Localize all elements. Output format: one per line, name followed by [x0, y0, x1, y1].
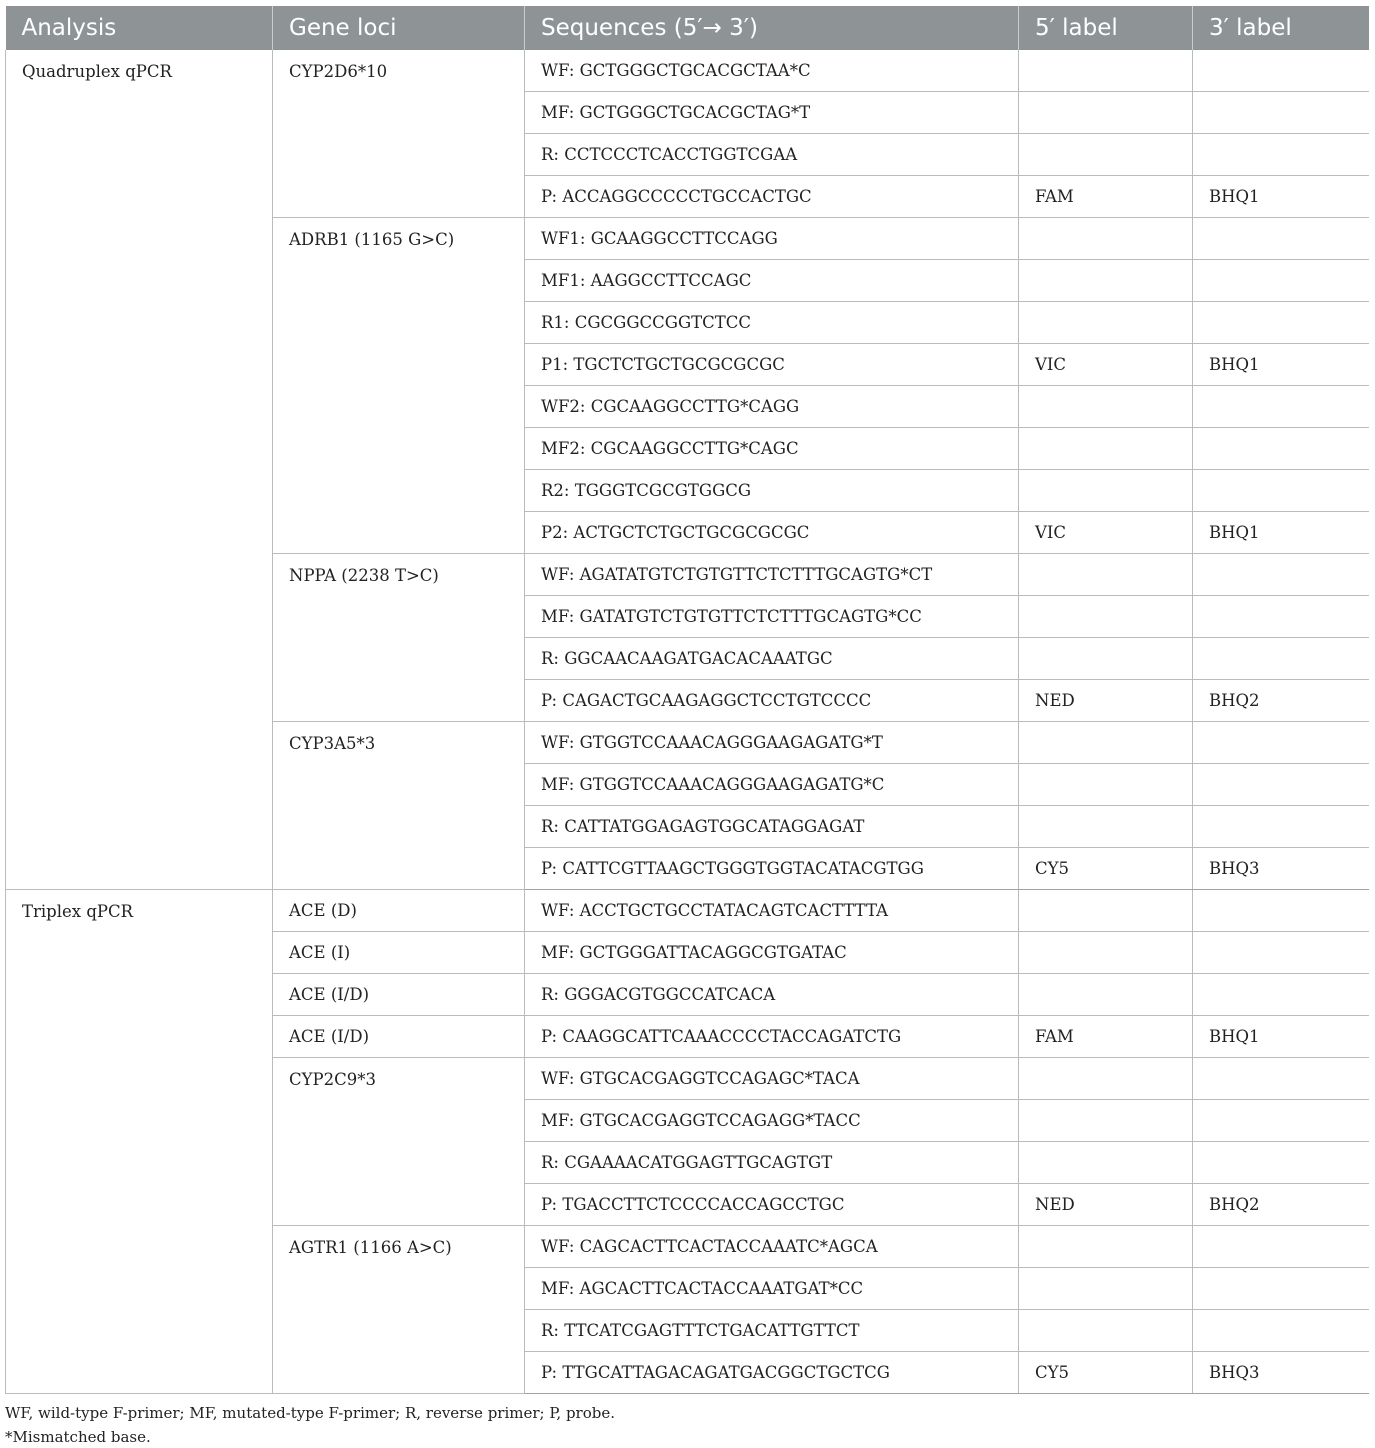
sequence-cell: MF1: AAGGCCTTCCAGC: [525, 260, 1019, 302]
label-5-cell: CY5: [1019, 1352, 1193, 1394]
gene-loci-cell: ACE (I): [273, 932, 525, 974]
label-3-cell: BHQ2: [1193, 1184, 1369, 1226]
sequence-cell: WF: GTGCACGAGGTCCAGAGC*TACA: [525, 1058, 1019, 1100]
table-row: [6, 890, 1369, 932]
label-3-cell: [1193, 92, 1369, 134]
gene-loci-cell: CYP3A5*3: [273, 722, 525, 890]
header-5-label: 5′ label: [1019, 6, 1193, 50]
label-3-cell: BHQ1: [1193, 176, 1369, 218]
sequence-cell: MF2: CGCAAGGCCTTG*CAGC: [525, 428, 1019, 470]
analysis-cell: Quadruplex qPCR: [6, 50, 273, 890]
sequence-cell: MF: GATATGTCTGTGTTCTCTTTGCAGTG*CC: [525, 596, 1019, 638]
label-3-cell: [1193, 428, 1369, 470]
label-5-cell: [1019, 1142, 1193, 1184]
label-5-cell: [1019, 1100, 1193, 1142]
header-analysis: Analysis: [6, 6, 273, 50]
header-sequences: Sequences (5′→ 3′): [525, 6, 1019, 50]
label-3-cell: [1193, 1310, 1369, 1352]
label-3-cell: [1193, 974, 1369, 1016]
header-gene-loci: Gene loci: [273, 6, 525, 50]
sequence-cell: R: CATTATGGAGAGTGGCATAGGAGAT: [525, 806, 1019, 848]
sequence-cell: P: TTGCATTAGACAGATGACGGCTGCTCG: [525, 1352, 1019, 1394]
label-3-cell: [1193, 722, 1369, 764]
label-3-cell: [1193, 134, 1369, 176]
header-3-label: 3′ label: [1193, 6, 1369, 50]
sequence-cell: P2: ACTGCTCTGCTGCGCGCGC: [525, 512, 1019, 554]
sequence-cell: MF: GCTGGGATTACAGGCGTGATAC: [525, 932, 1019, 974]
label-3-cell: [1193, 764, 1369, 806]
sequence-cell: WF2: CGCAAGGCCTTG*CAGG: [525, 386, 1019, 428]
sequence-cell: MF: GCTGGGCTGCACGCTAG*T: [525, 92, 1019, 134]
analysis-cell: Triplex qPCR: [6, 890, 273, 1394]
sequence-cell: WF1: GCAAGGCCTTCCAGG: [525, 218, 1019, 260]
label-5-cell: [1019, 50, 1193, 92]
table-header: [6, 6, 1369, 50]
label-5-cell: NED: [1019, 680, 1193, 722]
label-5-cell: CY5: [1019, 848, 1193, 890]
label-3-cell: BHQ3: [1193, 848, 1369, 890]
sequence-cell: R1: CGCGGCCGGTCTCC: [525, 302, 1019, 344]
gene-loci-cell: ACE (I/D): [273, 1016, 525, 1058]
sequence-cell: WF: ACCTGCTGCCTATACAGTCACTTTTA: [525, 890, 1019, 932]
label-3-cell: [1193, 554, 1369, 596]
sequence-cell: R2: TGGGTCGCGTGGCG: [525, 470, 1019, 512]
sequence-cell: P: ACCAGGCCCCCTGCCACTGC: [525, 176, 1019, 218]
sequence-cell: P: CAGACTGCAAGAGGCTCCTGTCCCC: [525, 680, 1019, 722]
gene-loci-cell: AGTR1 (1166 A>C): [273, 1226, 525, 1394]
sequence-cell: P: CATTCGTTAAGCTGGGTGGTACATACGTGG: [525, 848, 1019, 890]
label-5-cell: FAM: [1019, 1016, 1193, 1058]
label-3-cell: BHQ3: [1193, 1352, 1369, 1394]
sequence-cell: P1: TGCTCTGCTGCGCGCGC: [525, 344, 1019, 386]
label-5-cell: [1019, 386, 1193, 428]
label-3-cell: [1193, 890, 1369, 932]
label-3-cell: [1193, 386, 1369, 428]
label-5-cell: [1019, 764, 1193, 806]
sequence-cell: R: TTCATCGAGTTTCTGACATTGTTCT: [525, 1310, 1019, 1352]
table-row: [6, 50, 1369, 92]
label-5-cell: NED: [1019, 1184, 1193, 1226]
label-3-cell: [1193, 302, 1369, 344]
label-3-cell: [1193, 1058, 1369, 1100]
label-5-cell: [1019, 554, 1193, 596]
label-5-cell: VIC: [1019, 512, 1193, 554]
label-5-cell: [1019, 134, 1193, 176]
label-3-cell: [1193, 596, 1369, 638]
table-body: [6, 50, 1369, 1394]
sequence-cell: R: CGAAAACATGGAGTTGCAGTGT: [525, 1142, 1019, 1184]
sequence-cell: WF: CAGCACTTCACTACCAAATC*AGCA: [525, 1226, 1019, 1268]
label-3-cell: [1193, 638, 1369, 680]
label-5-cell: [1019, 218, 1193, 260]
label-5-cell: [1019, 1226, 1193, 1268]
sequence-cell: MF: GTGGTCCAAACAGGGAAGAGATG*C: [525, 764, 1019, 806]
label-3-cell: BHQ1: [1193, 344, 1369, 386]
label-5-cell: [1019, 1268, 1193, 1310]
label-3-cell: [1193, 1100, 1369, 1142]
gene-loci-cell: ACE (I/D): [273, 974, 525, 1016]
label-3-cell: [1193, 218, 1369, 260]
label-3-cell: BHQ2: [1193, 680, 1369, 722]
label-3-cell: [1193, 806, 1369, 848]
label-3-cell: [1193, 470, 1369, 512]
label-5-cell: [1019, 638, 1193, 680]
label-5-cell: [1019, 260, 1193, 302]
sequence-cell: MF: GTGCACGAGGTCCAGAGG*TACC: [525, 1100, 1019, 1142]
label-5-cell: [1019, 302, 1193, 344]
sequence-cell: WF: GCTGGGCTGCACGCTAA*C: [525, 50, 1019, 92]
label-5-cell: [1019, 974, 1193, 1016]
sequence-cell: R: CCTCCCTCACCTGGTCGAA: [525, 134, 1019, 176]
label-3-cell: [1193, 260, 1369, 302]
gene-loci-cell: CYP2D6*10: [273, 50, 525, 218]
gene-loci-cell: ACE (D): [273, 890, 525, 932]
sequence-cell: P: TGACCTTCTCCCCACCAGCCTGC: [525, 1184, 1019, 1226]
footnote-mismatch: *Mismatched base.: [5, 1428, 151, 1446]
label-5-cell: [1019, 722, 1193, 764]
label-5-cell: [1019, 890, 1193, 932]
sequence-cell: R: GGGACGTGGCCATCACA: [525, 974, 1019, 1016]
label-5-cell: [1019, 932, 1193, 974]
label-5-cell: [1019, 1058, 1193, 1100]
label-3-cell: [1193, 932, 1369, 974]
label-5-cell: [1019, 92, 1193, 134]
gene-loci-cell: ADRB1 (1165 G>C): [273, 218, 525, 554]
label-5-cell: [1019, 1310, 1193, 1352]
sequence-cell: MF: AGCACTTCACTACCAAATGAT*CC: [525, 1268, 1019, 1310]
label-5-cell: [1019, 596, 1193, 638]
label-5-cell: VIC: [1019, 344, 1193, 386]
label-5-cell: FAM: [1019, 176, 1193, 218]
label-5-cell: [1019, 428, 1193, 470]
footnote-abbreviations: WF, wild-type F-primer; MF, mutated-type F-primer; R, reverse primer; P, probe.: [5, 1404, 615, 1422]
gene-loci-cell: CYP2C9*3: [273, 1058, 525, 1226]
label-3-cell: [1193, 50, 1369, 92]
gene-loci-cell: NPPA (2238 T>C): [273, 554, 525, 722]
sequence-cell: WF: AGATATGTCTGTGTTCTCTTTGCAGTG*CT: [525, 554, 1019, 596]
label-3-cell: BHQ1: [1193, 512, 1369, 554]
sequence-cell: P: CAAGGCATTCAAACCCCTACCAGATCTG: [525, 1016, 1019, 1058]
label-3-cell: [1193, 1142, 1369, 1184]
sequence-cell: R: GGCAACAAGATGACACAAATGC: [525, 638, 1019, 680]
label-3-cell: [1193, 1226, 1369, 1268]
primer-probe-table: [5, 6, 1369, 1394]
label-3-cell: [1193, 1268, 1369, 1310]
label-5-cell: [1019, 806, 1193, 848]
label-5-cell: [1019, 470, 1193, 512]
label-3-cell: BHQ1: [1193, 1016, 1369, 1058]
sequence-cell: WF: GTGGTCCAAACAGGGAAGAGATG*T: [525, 722, 1019, 764]
